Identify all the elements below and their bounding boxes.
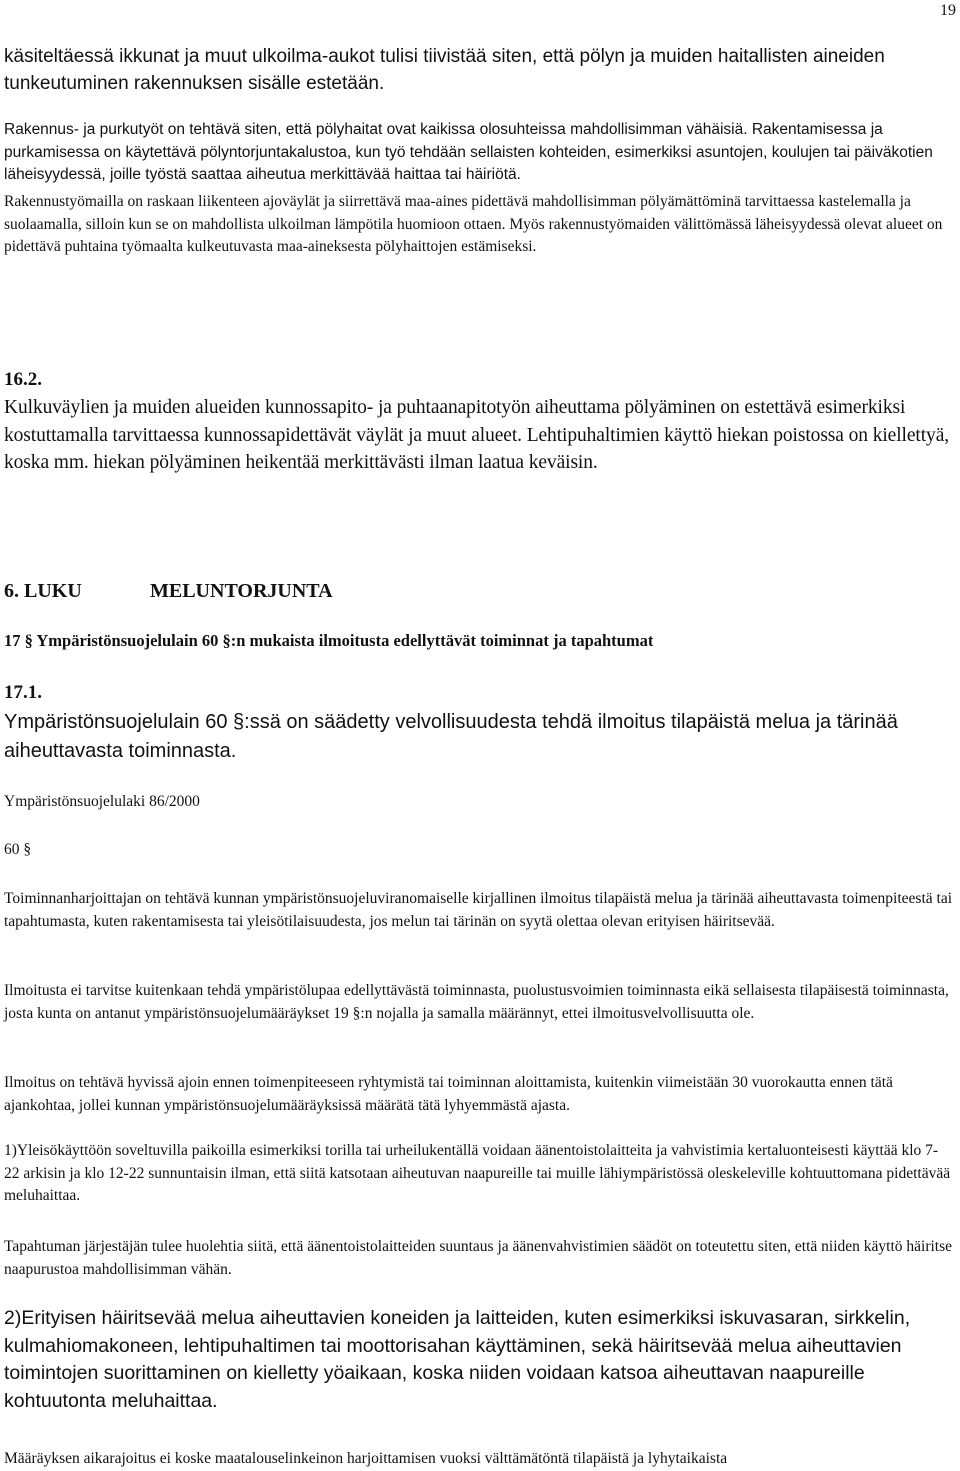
paragraph-noisy-machinery: 2)Erityisen häiritsevää melua aiheuttavien koneiden ja laitteiden, kuten esimerkiksi iskuvasaran, sirkkelin, kulmahiomakoneen, lehtipuhaltimen tai moottorisahan käyttäminen, sekä häiritsevää melua aiheuttavien toimintojen suorittaminen on kielletty yöaikaan, koska niiden voidaan katsoa aiheuttavan naapureille kohtuutonta meluhaittaa.	[4, 1307, 911, 1412]
paragraph-road-maintenance: Kulkuväylien ja muiden alueiden kunnossapito- ja puhtaanapitotyön aiheuttama pölyäminen on estettävä esimerkiksi kostuttamalla tarvittaessa kunnossapidettävät väylät ja muut alueet. Lehtipuhaltimien käyttö hiekan poistossa on kiellettyä, koska mm. hiekan pölyäminen heikentää merkittävästi ilman laatua keväisin.	[4, 397, 950, 473]
section-17-heading: 17 § Ympäristönsuojelulain 60 §:n mukaista ilmoitusta edellyttävät toiminnat ja tapahtumat	[4, 631, 654, 650]
paragraph-operator-notice: Toiminnanharjoittajan on tehtävä kunnan ympäristönsuojeluviranomaiselle kirjallinen ilmoitus tilapäistä melua ja tärinää aiheuttavasta toimenpiteestä tai tapahtumasta, kuten rakentamisesta tai yleisötilaisuudesta, jos melun tai tärinän on syytä olettaa olevan erityisen häiritsevää.	[4, 890, 953, 930]
section-heading-17-1: 17.1.	[4, 682, 42, 703]
paragraph-notice-deadline: Ilmoitus on tehtävä hyvissä ajoin ennen toimenpiteeseen ryhtymistä tai toiminnan aloittamista, kuitenkin viimeistään 30 vuorokautta ennen tätä ajankohtaa, jollei kunnan ympäristönsuojelumääräyksissä määrätä tätä lyhyemmästä ajasta.	[4, 1074, 893, 1114]
chapter-number: 6. LUKU	[4, 580, 82, 602]
paragraph-construction-site-roads: Rakennustyömailla on raskaan liikenteen ajoväylät ja siirrettävä maa-aines pidettävä mahdollisimman pölyämättöminä tarvittaessa kastelemalla ja suolaamalla, silloin kun se on mahdollista ulkoilman lämpötila huomioon ottaen. Myös rakennustyömaiden välittömässä läheisyydessä olevat alueet on pidettävä puhtaina työmaalta kulkeutuvasta maa-aineksesta pölyhaittojen estämiseksi.	[4, 193, 943, 255]
chapter-title: MELUNTORJUNTA	[150, 580, 333, 602]
law-reference: Ympäristönsuojelulaki 86/2000	[4, 793, 200, 810]
paragraph-public-sound-systems: 1)Yleisökäyttöön soveltuvilla paikoilla esimerkiksi torilla tai urheilukentällä voidaan äänentoistolaitteita ja vahvistimia kertaluonteisesti käyttää klo 7-22 arkisin ja klo 12-22 sunnuntaisin ilman, että siitä katsotaan aiheutuvan naapureille tai muille lähiympäristössä oleskeleville kohtuuttomana pidettävää meluhaittaa.	[4, 1142, 951, 1204]
chapter-heading	[4, 580, 952, 603]
page-number: 19	[940, 2, 956, 19]
section-60-label: 60 §	[4, 841, 32, 858]
paragraph-construction-dust: Rakennus- ja purkutyöt on tehtävä siten, että pölyhaitat ovat kaikissa olosuhteissa mahdollisimman vähäisiä. Rakentamisessa ja purkamisessa on käytettävä pölyntorjuntakalustoa, kun työ tehdään sellaisten kohteiden, esimerkiksi asuntojen, koulujen tai päiväkotien läheisyydessä, joille työstä saattaa aiheutua merkittävää haittaa tai häiriötä.	[4, 121, 933, 183]
section-heading-16-2: 16.2.	[4, 369, 42, 390]
paragraph-event-organizer: Tapahtuman järjestäjän tulee huolehtia siitä, että äänentoistolaitteiden suuntaus ja äänenvahvistimien säädöt on toteutettu siten, että niiden käyttö häiritse naapurustoa mahdollisimman vähän.	[4, 1238, 953, 1278]
paragraph-notice-exemption: Ilmoitusta ei tarvitse kuitenkaan tehdä ympäristölupaa edellyttävästä toiminnasta, puolustusvoimien toiminnasta eikä sellaisesta tilapäisestä toiminnasta, josta kunta on antanut ympäristönsuojelumääräykset 19 §:n nojalla ja samalla määrännyt, ettei ilmoitusvelvollisuutta ole.	[4, 982, 949, 1022]
paragraph-agriculture-exception: Määräyksen aikarajoitus ei koske maatalouselinkeinon harjoittamisen vuoksi välttämätöntä tilapäistä ja lyhytaikaista	[4, 1450, 728, 1467]
paragraph-window-sealing: käsiteltäessä ikkunat ja muut ulkoilma-aukot tulisi tiivistää siten, että pölyn ja muiden haitallisten aineiden tunkeutuminen rakennuksen sisälle estetään.	[4, 46, 885, 94]
paragraph-notification-duty: Ympäristönsuojelulain 60 §:ssä on säädetty velvollisuudesta tehdä ilmoitus tilapäistä melua ja tärinää aiheuttavasta toiminnasta.	[4, 711, 898, 762]
